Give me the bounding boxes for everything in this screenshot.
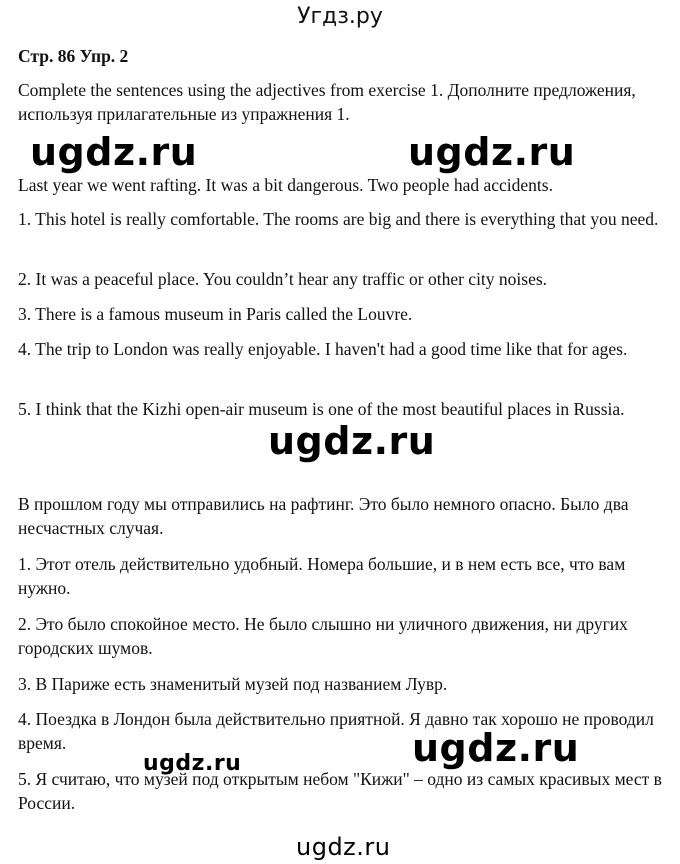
english-item-1: 1. This hotel is really comfortable. The rooms are big and there is everything that you need. xyxy=(18,209,659,229)
watermark-top-left: ugdz.ru xyxy=(30,130,198,174)
russian-item-2: 2. Это было спокойное место. Не было слышно ни уличного движения, ни других городских шумов. xyxy=(18,614,628,658)
russian-example: В прошлом году мы отправились на рафтинг. Это было немного опасно. Было два несчастных случая. xyxy=(18,494,629,538)
english-item-5: 5. I think that the Kizhi open-air museum is one of the most beautiful places in Russia. xyxy=(18,399,625,419)
page-heading: Стр. 86 Упр. 2 xyxy=(18,46,129,66)
russian-item-3: 3. В Париже есть знаменитый музей под названием Лувр. xyxy=(18,674,448,694)
watermark-middle: ugdz.ru xyxy=(268,419,436,463)
english-item-4: 4. The trip to London was really enjoyable. I haven't had a good time like that for ages. xyxy=(18,339,628,359)
site-title: Угдз.ру xyxy=(297,4,383,29)
english-example: Last year we went rafting. It was a bit dangerous. Two people had accidents. xyxy=(18,175,553,195)
watermark-top-right: ugdz.ru xyxy=(408,130,576,174)
russian-item-1: 1. Этот отель действительно удобный. Номера большие, и в нем есть все, что вам нужно. xyxy=(18,554,626,598)
english-item-2: 2. It was a peaceful place. You couldn’t hear any traffic or other city noises. xyxy=(18,269,548,289)
watermark-bottom-right: ugdz.ru xyxy=(412,726,580,770)
watermark-footer: ugdz.ru xyxy=(296,833,391,861)
instruction-text: Complete the sentences using the adjectives from exercise 1. Дополните предложения, используя прилагательные из упражнения 1. xyxy=(18,80,636,124)
english-item-3: 3. There is a famous museum in Paris called the Louvre. xyxy=(18,304,413,324)
watermark-small-left: ugdz.ru xyxy=(143,751,242,776)
russian-item-5: 5. Я считаю, что музей под открытым небом "Кижи" – одно из самых красивых мест в России. xyxy=(18,769,662,813)
russian-item-4: 4. Поездка в Лондон была действительно приятной. Я давно так хорошо не проводил время. xyxy=(18,709,654,753)
